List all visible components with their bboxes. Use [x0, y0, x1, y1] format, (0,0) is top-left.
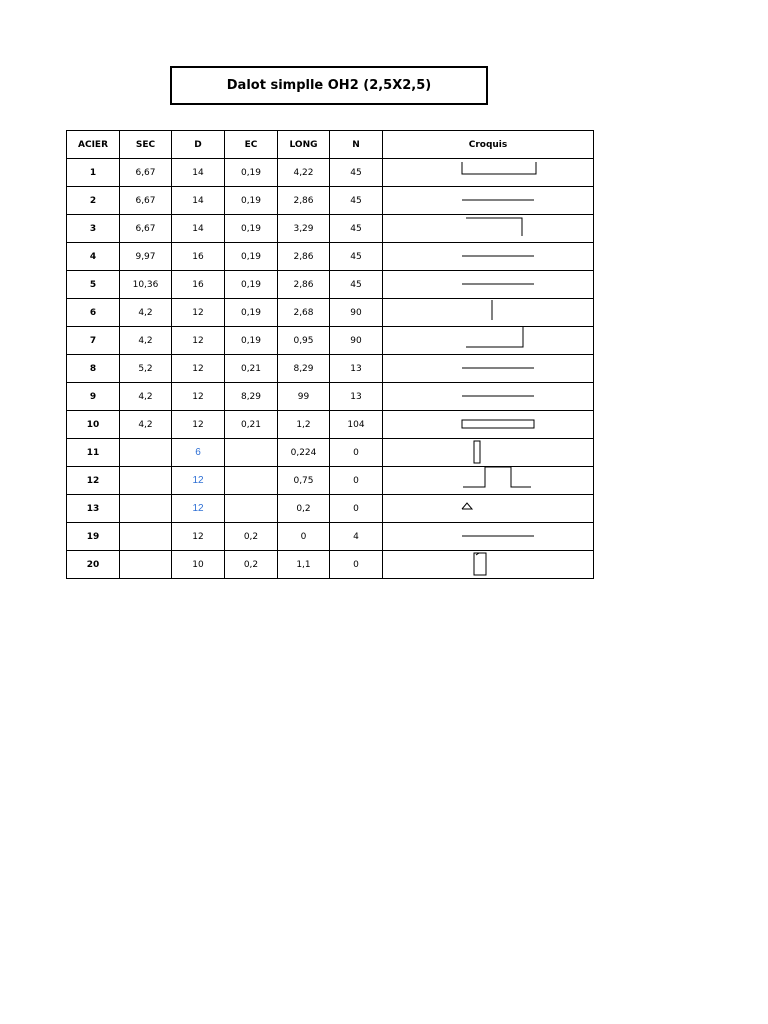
table-row [67, 551, 594, 579]
diameter-cell: 12 [172, 467, 225, 495]
vertical-bar-icon [383, 299, 593, 326]
diameter-cell: 12 [172, 327, 225, 355]
sec-cell: 4,2 [120, 383, 172, 411]
acier-cell: 19 [67, 523, 120, 551]
table-row [67, 187, 594, 215]
count-cell: 45 [330, 271, 383, 299]
diameter-cell: 16 [172, 271, 225, 299]
sec-cell [120, 467, 172, 495]
tall-rectangle-hook-icon [383, 551, 593, 578]
ec-cell: 0,2 [225, 523, 278, 551]
table-row [67, 215, 594, 243]
count-cell: 45 [330, 215, 383, 243]
ec-cell: 0,19 [225, 243, 278, 271]
length-cell: 99 [278, 383, 330, 411]
sec-cell: 6,67 [120, 215, 172, 243]
acier-cell: 9 [67, 383, 120, 411]
l-hook-down-icon [383, 215, 593, 242]
sec-cell: 4,2 [120, 411, 172, 439]
ec-cell: 0,19 [225, 271, 278, 299]
diameter-cell: 16 [172, 243, 225, 271]
croquis-cell [383, 411, 594, 439]
ec-cell: 0,19 [225, 299, 278, 327]
table-row [67, 355, 594, 383]
table-row [67, 271, 594, 299]
count-cell: 13 [330, 355, 383, 383]
sec-cell [120, 551, 172, 579]
diameter-cell: 12 [172, 299, 225, 327]
ec-cell [225, 439, 278, 467]
croquis-cell [383, 243, 594, 271]
ec-cell: 0,21 [225, 411, 278, 439]
count-cell: 45 [330, 159, 383, 187]
straight-bar-icon [383, 383, 593, 410]
header-row [67, 131, 594, 159]
straight-bar-icon [383, 523, 593, 550]
header-croquis: Croquis [383, 131, 594, 159]
acier-cell: 2 [67, 187, 120, 215]
ec-cell: 0,19 [225, 187, 278, 215]
header-sec: SEC [120, 131, 172, 159]
croquis-cell [383, 327, 594, 355]
sec-cell [120, 439, 172, 467]
acier-cell: 13 [67, 495, 120, 523]
length-cell: 0,224 [278, 439, 330, 467]
diameter-cell: 10 [172, 551, 225, 579]
diameter-cell: 6 [172, 439, 225, 467]
sec-cell: 4,2 [120, 299, 172, 327]
header-ec: EC [225, 131, 278, 159]
ec-cell [225, 467, 278, 495]
acier-cell: 11 [67, 439, 120, 467]
table-row [67, 327, 594, 355]
table-row [67, 159, 594, 187]
length-cell: 2,86 [278, 187, 330, 215]
header-long: LONG [278, 131, 330, 159]
sec-cell: 10,36 [120, 271, 172, 299]
acier-cell: 1 [67, 159, 120, 187]
croquis-cell [383, 495, 594, 523]
count-cell: 45 [330, 187, 383, 215]
acier-cell: 4 [67, 243, 120, 271]
diameter-cell: 14 [172, 187, 225, 215]
acier-cell: 6 [67, 299, 120, 327]
table-row [67, 383, 594, 411]
count-cell: 90 [330, 327, 383, 355]
diameter-cell: 12 [172, 411, 225, 439]
diameter-cell: 14 [172, 215, 225, 243]
chair-bar-icon [383, 467, 593, 494]
count-cell: 4 [330, 523, 383, 551]
length-cell: 2,86 [278, 243, 330, 271]
length-cell: 4,22 [278, 159, 330, 187]
croquis-cell [383, 523, 594, 551]
ec-cell: 0,19 [225, 327, 278, 355]
acier-cell: 3 [67, 215, 120, 243]
length-cell: 2,68 [278, 299, 330, 327]
table-row [67, 243, 594, 271]
sec-cell: 5,2 [120, 355, 172, 383]
acier-cell: 10 [67, 411, 120, 439]
acier-cell: 12 [67, 467, 120, 495]
croquis-cell [383, 159, 594, 187]
croquis-cell [383, 355, 594, 383]
ec-cell [225, 495, 278, 523]
count-cell: 45 [330, 243, 383, 271]
diameter-cell: 12 [172, 495, 225, 523]
length-cell: 1,2 [278, 411, 330, 439]
table-row [67, 495, 594, 523]
table-row [67, 299, 594, 327]
length-cell: 0,75 [278, 467, 330, 495]
croquis-cell [383, 271, 594, 299]
diameter-cell: 12 [172, 523, 225, 551]
sec-cell: 9,97 [120, 243, 172, 271]
page-title: Dalot simplle OH2 (2,5X2,5) [170, 66, 488, 105]
length-cell: 2,86 [278, 271, 330, 299]
acier-cell: 7 [67, 327, 120, 355]
u-shape-icon [383, 159, 593, 186]
acier-cell: 8 [67, 355, 120, 383]
header-n: N [330, 131, 383, 159]
header-d: D [172, 131, 225, 159]
acier-cell: 5 [67, 271, 120, 299]
sec-cell: 6,67 [120, 187, 172, 215]
straight-bar-icon [383, 355, 593, 382]
sec-cell [120, 523, 172, 551]
header-acier: ACIER [67, 131, 120, 159]
table-row [67, 467, 594, 495]
acier-cell: 20 [67, 551, 120, 579]
diameter-cell: 12 [172, 383, 225, 411]
ec-cell: 0,21 [225, 355, 278, 383]
small-triangle-icon [383, 495, 593, 522]
ec-cell: 0,19 [225, 159, 278, 187]
croquis-cell [383, 299, 594, 327]
count-cell: 104 [330, 411, 383, 439]
length-cell: 1,1 [278, 551, 330, 579]
count-cell: 90 [330, 299, 383, 327]
count-cell: 13 [330, 383, 383, 411]
l-hook-up-icon [383, 327, 593, 354]
croquis-cell [383, 439, 594, 467]
straight-bar-icon [383, 271, 593, 298]
diameter-cell: 12 [172, 355, 225, 383]
count-cell: 0 [330, 551, 383, 579]
croquis-cell [383, 187, 594, 215]
sec-cell: 6,67 [120, 159, 172, 187]
length-cell: 0,95 [278, 327, 330, 355]
ec-cell: 0,19 [225, 215, 278, 243]
length-cell: 0 [278, 523, 330, 551]
croquis-cell [383, 383, 594, 411]
croquis-cell [383, 467, 594, 495]
length-cell: 8,29 [278, 355, 330, 383]
count-cell: 0 [330, 439, 383, 467]
rebar-schedule-table [66, 130, 594, 579]
sec-cell [120, 495, 172, 523]
ec-cell: 0,2 [225, 551, 278, 579]
straight-bar-icon [383, 187, 593, 214]
closed-stirrup-icon [383, 411, 593, 438]
table-row [67, 411, 594, 439]
length-cell: 0,2 [278, 495, 330, 523]
length-cell: 3,29 [278, 215, 330, 243]
straight-bar-icon [383, 243, 593, 270]
table-row [67, 523, 594, 551]
sec-cell: 4,2 [120, 327, 172, 355]
croquis-cell [383, 215, 594, 243]
count-cell: 0 [330, 467, 383, 495]
table-row [67, 439, 594, 467]
tall-rectangle-icon [383, 439, 593, 466]
ec-cell: 8,29 [225, 383, 278, 411]
diameter-cell: 14 [172, 159, 225, 187]
croquis-cell [383, 551, 594, 579]
count-cell: 0 [330, 495, 383, 523]
